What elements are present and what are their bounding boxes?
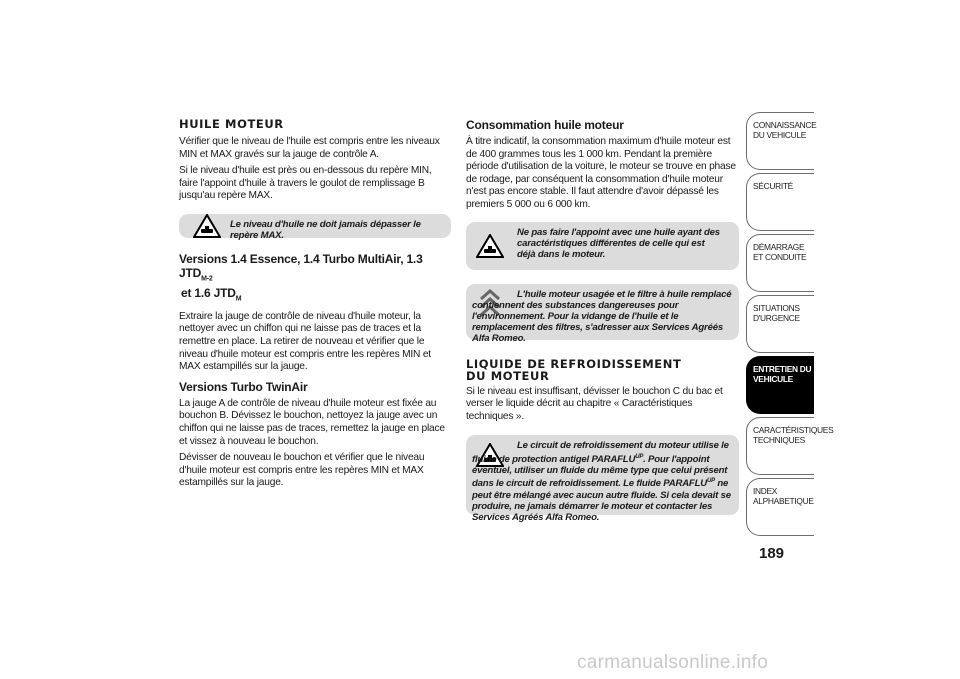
tab-index-alphabetique[interactable]: INDEX ALPHABETIQUE [746, 478, 814, 536]
note-part: . Pour l'appoint éventuel, utiliser un fluide du même type que celui présent dans le circuit de refroidissement. Le fluide PARAFLU [472, 453, 728, 490]
subheading-line: et 1.6 JTD [181, 286, 236, 301]
subheading-line: Versions 1.4 Essence, 1.4 Turbo MultiAir, 1.3 JTD [179, 251, 423, 280]
paragraph: Extraire la jauge de contrôle de niveau d'huile moteur, la nettoyer avec un chiffon qui ne laisse pas de traces et la remettre en place. La retirer de nouveau et vérifier que le niveau d'huile moteur est compris entre les repères MIN et MAX estampillés sur la jauge. [179, 310, 431, 373]
heading-line: LIQUIDE DE REFROIDISSEMENT [466, 356, 682, 371]
superscript: UP [706, 478, 715, 485]
environment-note [466, 284, 739, 345]
page-number: 189 [759, 545, 785, 562]
subheading-consommation: Consommation huile moteur [466, 118, 624, 132]
paragraph: Si le niveau est insuffisant, dévisser le bouchon C du bac et verser le liquide décrit au chapitre « Caractéristiques techniques ». [466, 385, 723, 422]
tab-entretien-vehicule[interactable]: ENTRETIEN DU VEHICULE [746, 356, 814, 414]
tab-caracteristiques-techniques[interactable]: CARACTÉRISTIQUES TECHNIQUES [746, 417, 814, 475]
paragraph: La jauge A de contrôle de niveau d'huile moteur est fixée au bouchon B. Dévissez le bouchon, nettoyez la jauge avec un chiffon qui ne laisse pas de traces, remettez la jauge en place et vissez à nouveau le bouchon. [179, 397, 445, 447]
note-part: ne peut être mélangé avec aucun autre fluide. Si cela devait se produire, ne jamais démarrer le moteur et contacter les Services Agréés Alfa Romeo. [472, 478, 731, 523]
left-column [179, 118, 451, 494]
warning-note-text [472, 440, 734, 523]
tab-connaissance-vehicule[interactable]: CONNAISSANCE DU VEHICULE [746, 112, 814, 170]
environment-note-text: L'huile moteur usagée et le filtre à huile remplacé contiennent des substances dangereuses pour l'environnement. Pour la vidange de l'huile et le remplacement des filtres, s'adresser aux Services Agréés Alfa Romeo. [472, 288, 732, 345]
tab-situations-urgence[interactable]: SITUATIONS D'URGENCE [746, 295, 814, 353]
warning-triangle-icon [193, 214, 221, 241]
tab-demarrage-conduite[interactable]: DÉMARRAGE ET CONDUITE [746, 234, 814, 292]
note-part: Le circuit de refroidissement du moteur utilise le fluide de protection antigel PARAFLU [472, 440, 729, 465]
paragraph: Dévisser de nouveau le bouchon et vérifier que le niveau d'huile moteur est compris entre les repères MIN et MAX estampillés sur la jauge. [179, 452, 425, 489]
heading-line: DU MOTEUR [466, 368, 550, 383]
right-column [466, 118, 739, 523]
warning-note [466, 435, 739, 523]
warning-note-text: Le niveau d'huile ne doit jamais dépasser le repère MAX. [230, 218, 421, 242]
subscript: M-2 [201, 275, 213, 283]
warning-triangle-icon [476, 234, 504, 261]
section-heading-huile-moteur: HUILE MOTEUR [179, 117, 284, 131]
paragraph: À titre indicatif, la consommation maximum d'huile moteur est de 400 grammes tous les 1 000 km. Pendant la première période d'utilisation de la voiture, le moteur se trouve en phase de rodage, par conséquent la consommation d'huile moteur n'est pas encore stable. Il faut attendre d'avoir dépassé les premiers 5 000 ou 6 000 km. [466, 136, 736, 210]
superscript: UP [635, 453, 644, 460]
paragraph: Vérifier que le niveau de l'huile est compris entre les niveaux MIN et MAX gravés sur la jauge de contrôle A. [179, 136, 440, 160]
warning-note [466, 222, 739, 270]
paragraph: Si le niveau d'huile est près ou en-dessous du repère MIN, faire l'appoint d'huile à travers le goulot de remplissage B jusqu'au repère MAX. [179, 165, 432, 202]
warning-note [179, 214, 451, 242]
section-heading-liquide-refroidissement [466, 358, 739, 382]
subheading-versions-essence [179, 252, 451, 307]
tab-securite[interactable]: SÉCURITÉ [746, 173, 814, 231]
subheading-versions-twinair: Versions Turbo TwinAir [179, 379, 308, 394]
subscript: M [235, 295, 242, 303]
chapter-tabs [746, 112, 834, 539]
watermark: carmanualsonline.info [577, 652, 769, 673]
warning-note-text: Ne pas faire l'appoint avec une huile ayant des caractéristiques différentes de celle qui est déjà dans le moteur. [517, 226, 720, 260]
